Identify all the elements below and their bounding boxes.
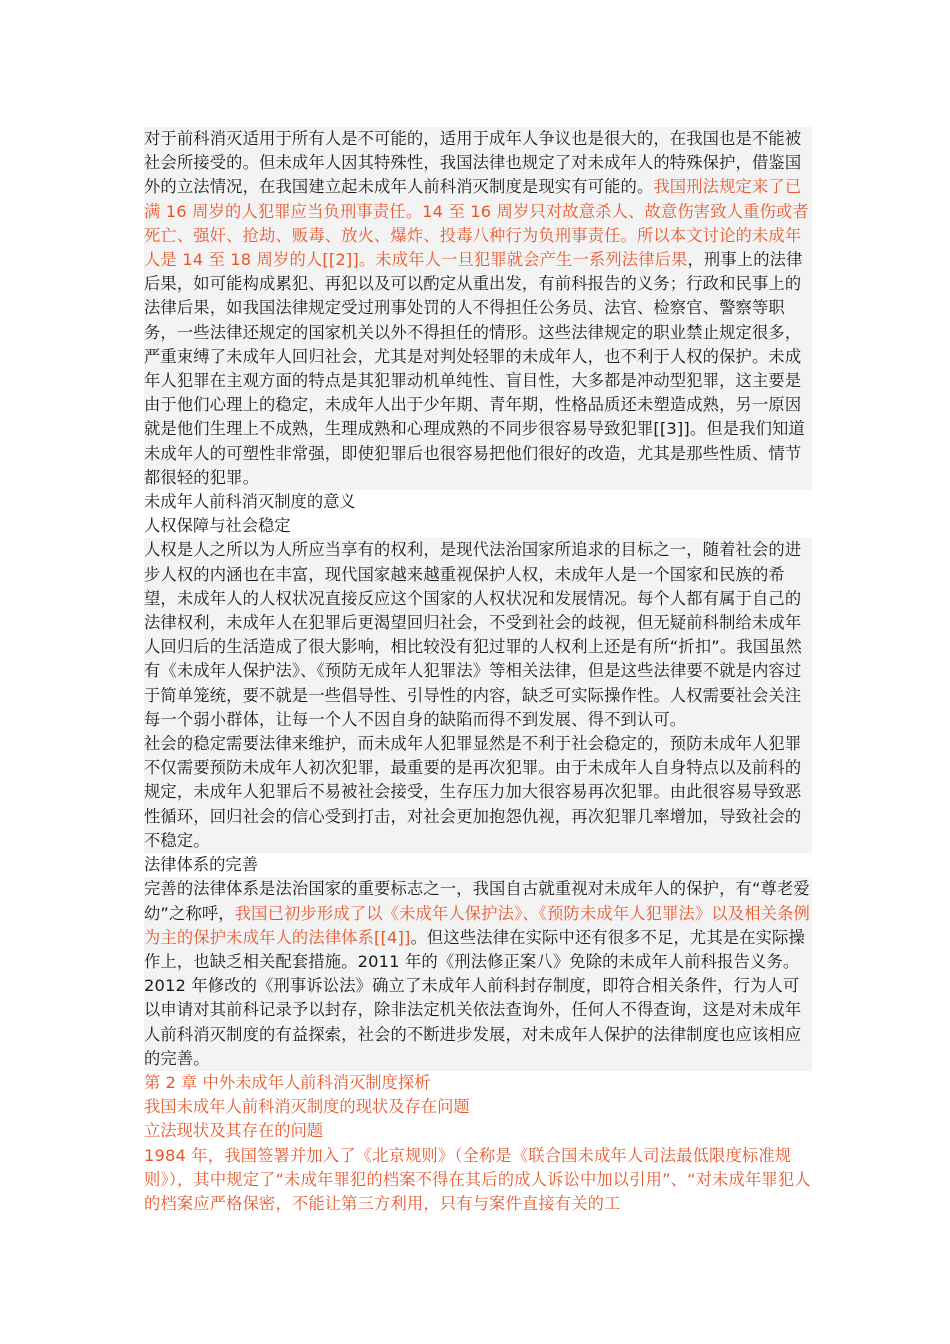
text-segment: ，刑事上的法律后果，如可能构成累犯、再犯以及可以酌定从重出发，有前科报告的义务；行政和民事上的法律后果，如我国法律规定受过刑事处罚的人不得担任公务员、法官、检察官、警察等职务，一些法律还规定的国家机关以外不得担任的情形。这些法律规定的职业禁止规定很多，严重束缚了未成年人回归社会，尤其是对判处轻罪的未成年人，也不利于人权的保护。未成年人犯罪在主观方面的特点是其犯罪动机单纯性、盲目性，大多都是冲动型犯罪，这主要是由于他们心理上的稳定，未成年人出于少年期、青年期，性格品质还未塑造成熟，另一原因就是他们生理上不成熟，生理成熟和心理成熟的不同步很容易导致犯罪[[3]]。但是我们知道未成年人的可塑性非常强，即使犯罪后也很容易把他们很好的改造，尤其是那些性质、情节都很轻的犯罪。 <box>144 250 805 487</box>
paragraph-expungement-intro <box>144 127 812 490</box>
heading-human-rights: 人权保障与社会稳定 <box>144 516 291 536</box>
text-segment-highlighted: 我国已初步形成了以《未成年人保护法》、《预防未成年人犯罪法》以及相关条例为主的保护未成年人的法律体系[[4]] <box>144 903 810 947</box>
heading-chapter-2: 第 2 章 中外未成年人前科消灭制度探析 <box>144 1072 431 1092</box>
text-segment-highlighted: 我国刑法规定来了已满 16 周岁的人犯罪应当负刑事责任。14 至 16 周岁只对故意杀人、故意伤害致人重伤或者死亡、强奸、抢劫、贩毒、放火、爆炸、投毒八种行为负刑事责任。所以本文讨论的未成年人是 14 至 18 周岁的人[[2]]。未成年人一旦犯罪就会产生一系列法律后果 <box>144 177 809 270</box>
heading-significance: 未成年人前科消灭制度的意义 <box>144 492 356 512</box>
text-segment: 对于前科消灭适用于所有人是不可能的，适用于成年人争议也是很大的，在我国也是不能被社会所接受的。但未成年人因其特殊性，我国法律也规定了对未成年人的特殊保护，借鉴国外的立法情况，在我国建立起未成年人前科消灭制度是现实有可能的。 <box>144 129 802 197</box>
paragraph-beijing-rules: 1984 年，我国签署并加入了《北京规则》（全称是《联合国未成年人司法最低限度标准规则》），其中规定了“未成年罪犯的档案不得在其后的成人诉讼中加以引用”、“对未成年罪犯人的档案应严格保密，不能让第三方利用，只有与案件直接有关的工 <box>144 1145 811 1213</box>
document-body <box>144 127 812 1216</box>
text-segment: 完善的法律体系是法治国家的重要标志之一，我国自古就重视对未成年人的保护，有“尊老爱幼”之称呼， <box>144 879 810 923</box>
paragraph-social-stability: 社会的稳定需要法律来维护，而未成年人犯罪显然是不利于社会稳定的，预防未成年人犯罪不仅需要预防未成年人初次犯罪，最重要的是再次犯罪。由于未成年人自身特点以及前科的规定，未成年人犯罪后不易被社会接受，生存压力加大很容易再次犯罪。由此很容易导致恶性循环，回归社会的信心受到打击，对社会更加抱怨仇视，再次犯罪几率增加，导致社会的不稳定。 <box>144 732 812 853</box>
paragraph-legal-system <box>144 877 812 1071</box>
heading-legal-system: 法律体系的完善 <box>144 855 258 875</box>
heading-legislation-status: 立法现状及其存在的问题 <box>144 1121 324 1141</box>
paragraph-human-rights: 人权是人之所以为人所应当享有的权利，是现代法治国家所追求的目标之一，随着社会的进步人权的内涵也在丰富，现代国家越来越重视保护人权，未成年人是一个国家和民族的希望，未成年人的人权状况直接反应这个国家的人权状况和发展情况。每个人都有属于自己的法律权利，未成年人在犯罪后更渴望回归社会，不受到社会的歧视，但无疑前科制给未成年人回归后的生活造成了很大影响，相比较没有犯过罪的人权利上还是有所“折扣”。我国虽然有《未成年人保护法》、《预防无成年人犯罪法》等相关法律，但是这些法律要不就是内容过于简单笼统，要不就是一些倡导性、引导性的内容，缺乏可实际操作性。人权需要社会关注每一个弱小群体，让每一个人不因自身的缺陷而得不到发展、得不到认可。 <box>144 538 812 732</box>
text-segment: 。但这些法律在实际中还有很多不足，尤其是在实际操作上，也缺乏相关配套措施。2011 年的《刑法修正案八》免除的未成年人前科报告义务。2012 年修改的《刑事诉讼法》确立了未成年人前科封存制度，即符合相关条件，行为人可以申请对其前科记录予以封存，除非法定机关依法查询外，任何人不得查询，这是对未成年人前科消灭制度的有益探索，社会的不断进步发展，对未成年人保护的法律制度也应该相应的完善。 <box>144 927 805 1068</box>
heading-current-status: 我国未成年人前科消灭制度的现状及存在问题 <box>144 1097 470 1117</box>
